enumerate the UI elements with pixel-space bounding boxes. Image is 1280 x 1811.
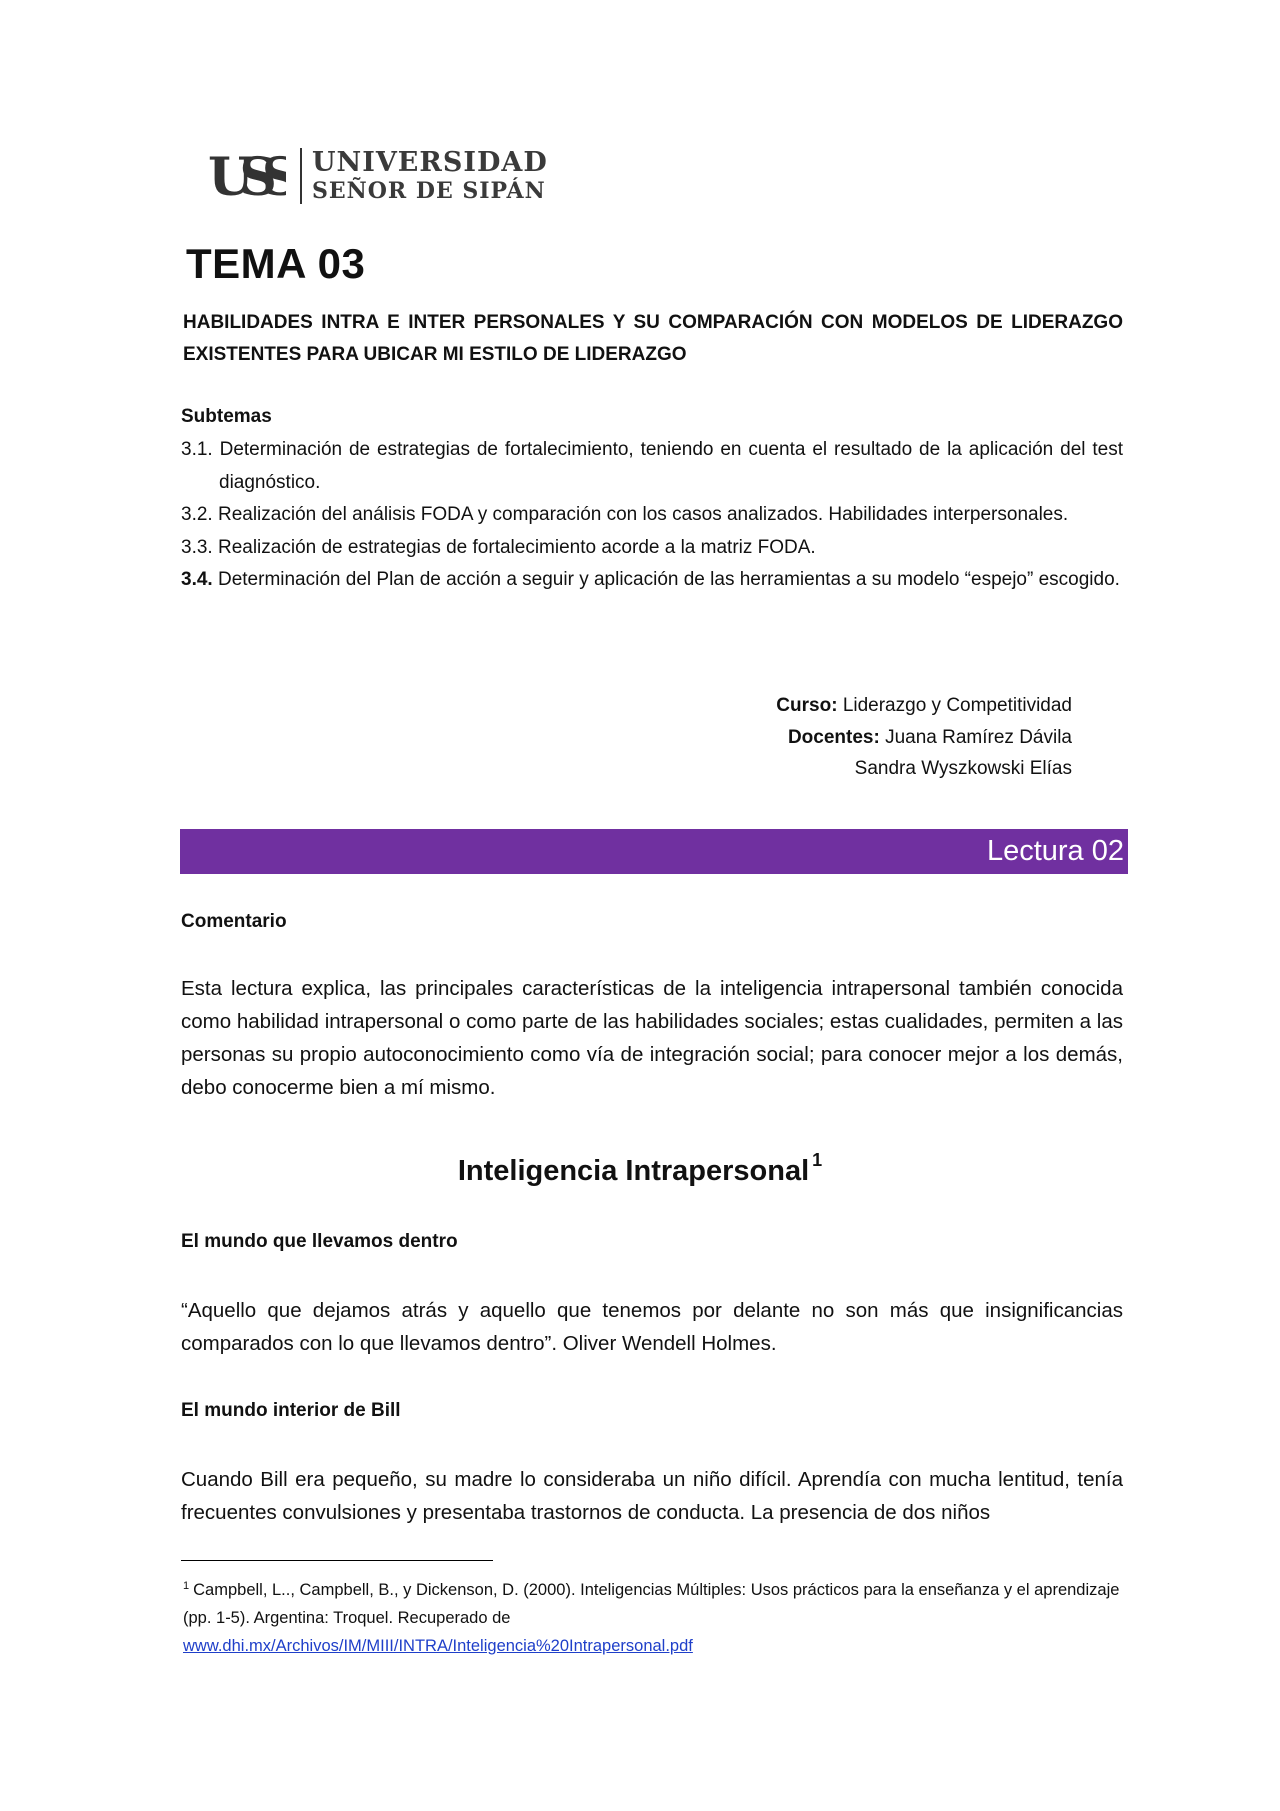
subtema-text: Determinación del Plan de acción a seguir y aplicación de las herramientas a su modelo “espejo” escogido. (217, 569, 1120, 590)
section-title (0, 1150, 1280, 1188)
footnote-ref[interactable]: 1 (812, 1150, 823, 1170)
footnote-mark: 1 (183, 1580, 190, 1592)
university-logo (206, 140, 548, 212)
subtema-number: 3.2. (181, 504, 213, 525)
footnote-separator (181, 1560, 493, 1561)
page-title: TEMA 03 (186, 240, 366, 287)
comment-text: Esta lectura explica, las principales características de la inteligencia intrapersonal también conocida como habilidad intrapersonal o como parte de las habilidades sociales; estas cualidades, permiten a las personas su propio autoconocimiento como vía de integración social; para conocer mejor a los demás, debo conocerme bien a mí mismo. (181, 977, 1123, 1099)
subtema-item (181, 532, 1123, 565)
subtema-number: 3.1. (181, 439, 213, 460)
section-title-text: Inteligencia Intrapersonal (457, 1155, 810, 1187)
subtema-text: Determinación de estrategias de fortalecimiento, teniendo en cuenta el resultado de la aplicación del test diagnóstico. (219, 439, 1123, 493)
footnote-text: Campbell, L.., Campbell, B., y Dickenson, D. (2000). Inteligencias Múltiples: Usos prácticos para la enseñanza y el aprendizaje (pp. 1-5). Argentina: Troquel. Recuperado de (183, 1581, 1120, 1627)
logo-line-1: UNIVERSIDAD (312, 147, 548, 178)
teacher-2: Sandra Wyszkowski Elías (854, 758, 1072, 779)
course-label: Curso: (776, 695, 838, 716)
subtema-text: Realización del análisis FODA y comparación con los casos analizados. Habilidades interpersonales. (217, 504, 1069, 525)
uss-monogram-icon (206, 143, 286, 209)
svg-text:USS: USS (208, 147, 286, 208)
course-value: Liderazgo y Competitividad (842, 695, 1072, 716)
teacher-1: Juana Ramírez Dávila (885, 726, 1072, 748)
quote-text: “Aquello que dejamos atrás y aquello que tenemos por delante no son más que insignificancias comparados con lo que llevamos dentro”. Oliver Wendell Holmes. (181, 1299, 1123, 1355)
teachers-line (776, 722, 1072, 754)
subheading-bill: El mundo interior de Bill (181, 1400, 401, 1421)
reading-banner: Lectura 02 (180, 829, 1128, 874)
teachers-label: Docentes: (787, 726, 880, 748)
course-line (776, 690, 1072, 722)
subtemas-list (181, 434, 1123, 597)
subtemas-heading: Subtemas (181, 406, 272, 427)
logo-wordmark (312, 148, 548, 204)
subtema-item (181, 434, 1123, 499)
subtema-number: 3.3. (181, 536, 213, 558)
subtema-item (181, 499, 1123, 532)
footnote-link[interactable]: www.dhi.mx/Archivos/IM/MIII/INTRA/Inteligencia%20Intrapersonal.pdf (183, 1637, 693, 1655)
logo-divider (300, 148, 302, 204)
subheading-mundo: El mundo que llevamos dentro (181, 1231, 458, 1252)
logo-line-2: SEÑOR DE SIPÁN (312, 178, 546, 204)
subtema-text: Realización de estrategias de fortalecimiento acorde a la matriz FODA. (217, 536, 816, 558)
comment-heading: Comentario (181, 911, 287, 932)
topic-title: HABILIDADES INTRA E INTER PERSONALES Y SU COMPARACIÓN CON MODELOS DE LIDERAZGO EXISTENTES PARA UBICAR MI ESTILO DE LIDERAZGO (183, 312, 1123, 365)
subtema-number: 3.4. (181, 569, 213, 590)
subtema-item (181, 564, 1123, 597)
footnote (183, 1572, 1127, 1660)
bill-paragraph: Cuando Bill era pequeño, su madre lo consideraba un niño difícil. Aprendía con mucha lentitud, tenía frecuentes convulsiones y presentaba trastornos de conducta. La presencia de dos niños (181, 1468, 1123, 1524)
course-info (776, 690, 1072, 785)
